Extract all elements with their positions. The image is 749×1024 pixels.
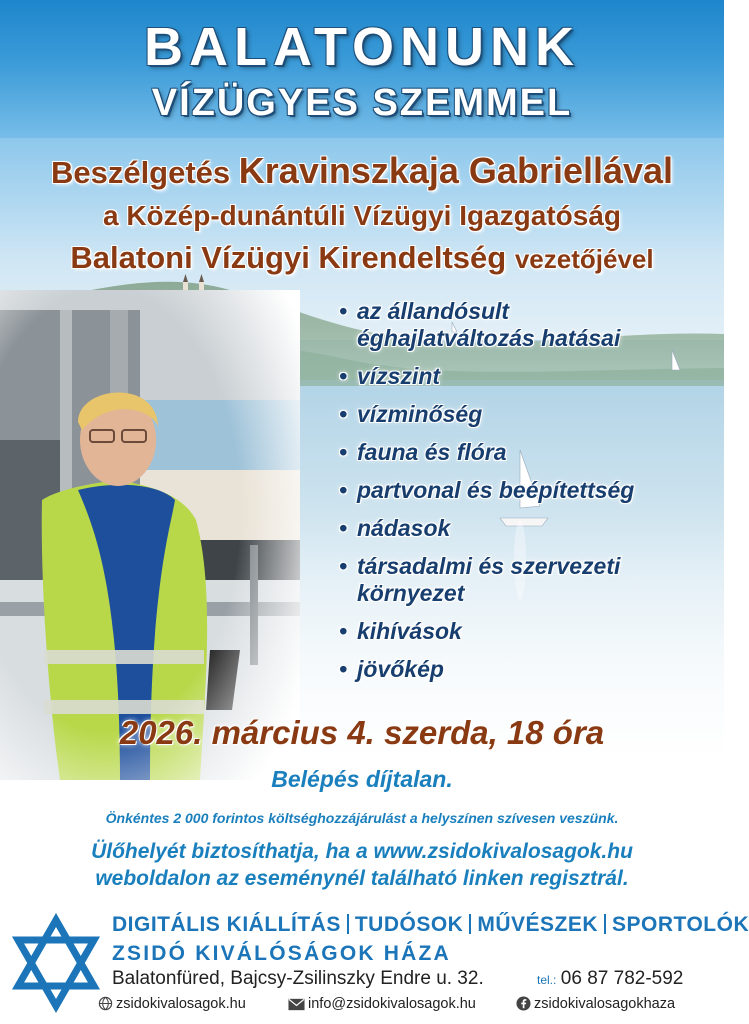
topic-text: az állandósult <box>357 298 510 324</box>
bullet-icon: • <box>339 477 348 503</box>
subtitle-suffix: vezetőjével <box>514 244 654 274</box>
tagline-separator <box>604 914 606 934</box>
registration-note-line-1: Ülőhelyét biztosíthatja, ha a www.zsidokivalosagok.hu <box>91 840 633 863</box>
topic-item <box>337 553 717 607</box>
tagline-separator <box>469 914 471 934</box>
email-link[interactable]: info@zsidokivalosagok.hu <box>308 996 476 1012</box>
facebook-link[interactable]: zsidokivalosagokhaza <box>534 996 676 1012</box>
bullet-icon: • <box>339 439 348 465</box>
subtitle-line-3 <box>0 240 724 276</box>
star-of-david-logo <box>14 914 98 1010</box>
subtitle-office: Balatoni Vízügyi Kirendeltség <box>70 240 507 275</box>
tagline-item: TUDÓSOK <box>354 913 464 936</box>
entry-free-note: Belépés díjtalan. <box>271 766 453 792</box>
title-line-1: BALATONUNK <box>144 17 580 77</box>
registration-note-line-2: weboldalon az eseménynél található linken regisztrál. <box>95 867 629 890</box>
topic-item <box>337 618 717 645</box>
address: Balatonfüred, Bajcsy-Zsilinszky Endre u. 32. <box>112 968 484 989</box>
facebook-icon <box>516 996 531 1011</box>
tagline-item: DIGITÁLIS KIÁLLÍTÁS <box>112 913 341 936</box>
facebook-contact[interactable] <box>516 996 675 1012</box>
topic-text: partvonal és beépítettség <box>357 477 635 503</box>
topic-text: vízszint <box>357 363 441 389</box>
subtitle-prefix: Beszélgetés <box>50 155 231 190</box>
header-band <box>0 0 724 138</box>
donation-note: Önkéntes 2 000 forintos költséghozzájárulást a helyszínen szívesen veszünk. <box>105 810 619 826</box>
title-line-2: VÍZÜGYES SZEMMEL <box>151 82 573 124</box>
phone-number[interactable]: 06 87 782-592 <box>560 968 684 989</box>
topic-text: jövőkép <box>357 656 444 682</box>
topic-item <box>337 439 717 466</box>
topic-text: vízminőség <box>357 401 483 427</box>
guest-name: Kravinszkaja Gabriellával <box>238 150 674 191</box>
topic-list <box>337 298 717 694</box>
portrait-photo <box>0 290 300 780</box>
topic-text-cont: éghajlatváltozás hatásai <box>357 325 621 351</box>
topic-item <box>337 401 717 428</box>
tagline-separator <box>347 914 349 934</box>
bullet-icon: • <box>339 618 348 644</box>
topic-item <box>337 515 717 542</box>
topic-item <box>337 298 717 352</box>
organization-name: ZSIDÓ KIVÁLÓSÁGOK HÁZA <box>112 942 451 965</box>
tagline-item: SPORTOLÓK <box>612 913 749 936</box>
tagline-item: MŰVÉSZEK <box>477 913 599 936</box>
topic-item <box>337 477 717 504</box>
globe-icon <box>98 996 113 1011</box>
topic-text-cont: környezet <box>357 580 465 606</box>
bullet-icon: • <box>339 553 348 579</box>
website-link[interactable]: zsidokivalosagok.hu <box>116 996 246 1012</box>
topic-text: kihívások <box>357 618 462 644</box>
subtitle-line-1 <box>0 150 724 192</box>
topic-text: fauna és flóra <box>357 439 507 465</box>
website-contact[interactable] <box>98 996 246 1012</box>
bullet-icon: • <box>339 515 348 541</box>
bullet-icon: • <box>339 298 348 324</box>
topic-item <box>337 656 717 683</box>
topic-text: nádasok <box>357 515 451 541</box>
subtitle-line-2: a Közép-dunántúli Vízügyi Igazgatóság <box>102 200 622 231</box>
phone-label: tel.: <box>537 973 557 987</box>
footer-taglines <box>112 913 749 937</box>
envelope-icon <box>288 998 305 1011</box>
bullet-icon: • <box>339 401 348 427</box>
email-contact[interactable] <box>288 996 476 1012</box>
topic-item <box>337 363 717 390</box>
event-date-time: 2026. március 4. szerda, 18 óra <box>119 714 605 751</box>
bullet-icon: • <box>339 363 348 389</box>
phone-contact <box>537 968 683 990</box>
topic-text: társadalmi és szervezeti <box>357 553 621 579</box>
bullet-icon: • <box>339 656 348 682</box>
